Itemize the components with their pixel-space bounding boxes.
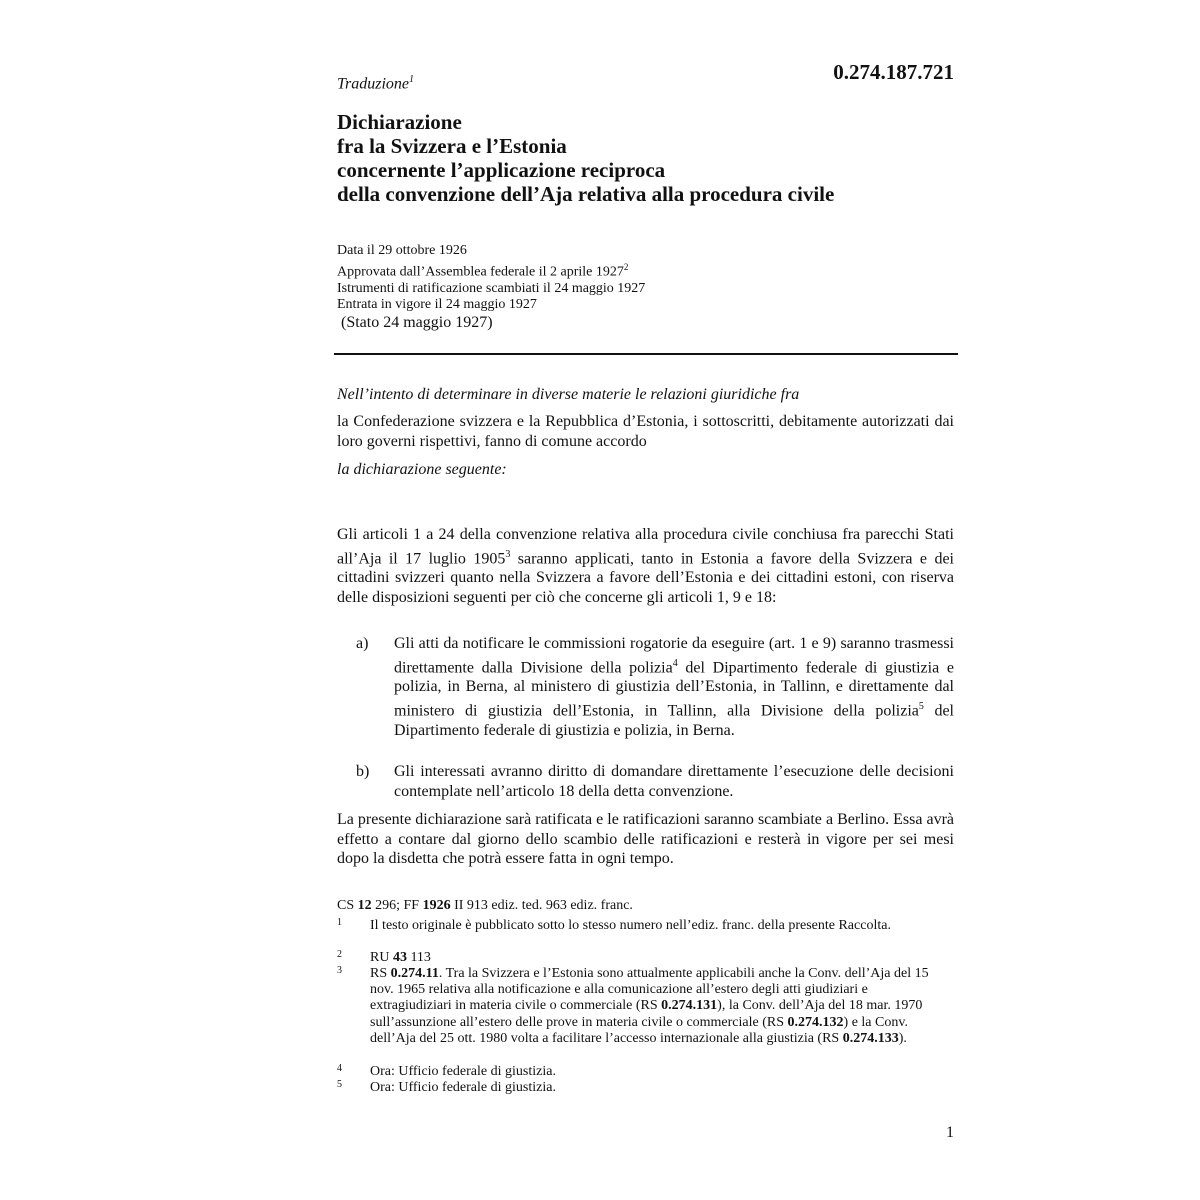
sr-number: 0.274.187.721	[833, 60, 954, 84]
title-line-1: Dichiarazione	[337, 110, 462, 134]
footnote-1-number: 1	[337, 917, 342, 928]
footnote-ref-3[interactable]: 3	[505, 548, 511, 560]
fn2-prefix: RU	[370, 950, 393, 965]
fn3-part-c: . Tra la Svizzera e l’Estonia sono attualmente applicabili anche la Conv. dell’Aja del 15 nov. 1965 relativa alla notificazione e alla comunicazione all’estero degli atti giudiziari e extragiudiziari in materia civile o commerciale (RS	[370, 966, 929, 1014]
footnote-2-text	[370, 950, 950, 966]
main-paragraph	[337, 525, 954, 607]
closing-paragraph: La presente dichiarazione sarà ratificata e le ratificazioni saranno scambiate a Berlino. Essa avrà effetto a contare dal giorno dello scambio delle ratificazioni e resterà in vigore per sei mesi dopo la disdetta che potrà essere fatta in ogni tempo.	[337, 811, 954, 867]
preamble-intro: Nell’intento di determinare in diverse materie le relazioni giuridiche fra	[337, 386, 800, 403]
title-line-2: fra la Svizzera e l’Estonia	[337, 134, 567, 158]
ratification-date: Istrumenti di ratificazione scambiati il 24 maggio 1927	[337, 280, 646, 296]
footnote-5-number: 5	[337, 1079, 342, 1090]
footnote-3-number: 3	[337, 965, 342, 976]
translation-label	[337, 74, 414, 93]
fn3-ref-4[interactable]: 0.274.133	[842, 1030, 899, 1046]
declaration-label: la dichiarazione seguente:	[337, 461, 507, 478]
ff-year: 1926	[422, 898, 451, 913]
title-line-3: concernente l’applicazione reciproca	[337, 158, 666, 182]
page-number: 1	[946, 1124, 954, 1141]
footnote-ref-1[interactable]: 1	[409, 74, 415, 85]
list-marker-a: a)	[356, 635, 369, 652]
approval-date	[337, 259, 957, 281]
footnote-5-text: Ora: Ufficio federale di giustizia.	[370, 1080, 556, 1095]
footnote-ref-2[interactable]: 2	[623, 262, 629, 272]
item-a-part-3: del Dipartimento federale di giustizia e polizia, in Berna.	[394, 702, 955, 739]
main-paragraph-part-2: saranno applicati, tanto in Estonia a favore della Svizzera e dei cittadini svizzeri quanto nella Svizzera a favore dell’Estonia e dei cittadini estoni, con riserva delle disposizioni seguenti per ciò che concerne gli articoli 1, 9 e 18:	[337, 549, 954, 606]
fn3-part-e: ), la Conv. dell’Aja del 18 mar. 1970 sull’assunzione all’estero delle prove in materia civile o commerciale (RS	[370, 998, 923, 1030]
fn3-part-g: ) e la Conv. dell’Aja del 25 ott. 1980 volta a facilitare l’accesso internazionale alla giustizia (RS	[370, 1014, 908, 1046]
fn3-part-i: ).	[898, 1030, 907, 1046]
fn2-volume: 43	[392, 950, 407, 965]
entry-into-force-date: Entrata in vigore il 24 maggio 1927	[337, 296, 537, 312]
title-line-4: della convenzione dell’Aja relativa alla procedura civile	[337, 182, 835, 206]
source-reference	[337, 898, 633, 914]
fn3-ref-2[interactable]: 0.274.131	[661, 998, 718, 1014]
approval-text: Approvata dall’Assemblea federale il 2 aprile 1927	[337, 264, 624, 280]
fn3-ref-1[interactable]: 0.274.11	[390, 966, 439, 981]
header-divider	[334, 353, 958, 355]
main-paragraph-part-1: Gli articoli 1 a 24 della convenzione relativa alla procedura civile conchiusa fra parecchi Stati all’Aja il 17 luglio 1905	[337, 526, 954, 567]
footnote-ref-4[interactable]: 4	[672, 657, 678, 669]
list-item-b-text: Gli interessati avranno diritto di domandare direttamente l’esecuzione delle decisioni contemplate nell’articolo 18 della detta convenzione.	[394, 763, 954, 800]
translation-text: Traduzione	[337, 75, 410, 93]
fn2-suffix: 113	[406, 950, 431, 965]
cs-suffix: II 913 ediz. ted. 963 ediz. franc.	[450, 898, 633, 913]
document-title	[337, 110, 977, 206]
list-marker-b: b)	[356, 763, 370, 780]
footnote-ref-5[interactable]: 5	[918, 700, 924, 712]
cs-volume: 12	[357, 898, 372, 913]
footnote-2-number: 2	[337, 949, 342, 960]
concluded-date: Data il 29 ottobre 1926	[337, 243, 467, 258]
footnote-4-text: Ora: Ufficio federale di giustizia.	[370, 1064, 556, 1079]
preamble-text: la Confederazione svizzera e la Repubblica d’Estonia, i sottoscritti, debitamente autorizzati dai loro governi rispettivi, fanno di comune accordo	[337, 413, 954, 450]
cs-middle: 296; FF	[371, 898, 423, 913]
fn3-ref-3[interactable]: 0.274.132	[787, 1014, 844, 1030]
item-a-part-1: Gli atti da notificare le commissioni rogatorie da eseguire (art. 1 e 9) saranno trasmessi direttamente dalla Divisione della polizia	[394, 635, 954, 676]
footnote-1-text: Il testo originale è pubblicato sotto lo stesso numero nell’ediz. franc. della presente Raccolta.	[370, 918, 891, 933]
status-date: (Stato 24 maggio 1927)	[341, 314, 493, 331]
footnote-4-number: 4	[337, 1063, 342, 1074]
footnote-3-text	[370, 966, 950, 1047]
document-metadata	[337, 243, 957, 313]
item-a-part-2: del Dipartimento federale di giustizia e polizia, in Berna, al ministero di giustizia dell’Estonia, in Tallinn, e direttamente dal ministero di giustizia dell’Estonia, in Tallinn, alla Divisione della polizia	[394, 658, 955, 720]
cs-prefix: CS	[337, 898, 358, 913]
fn3-part-a: RS	[370, 966, 391, 981]
list-item-a-text	[394, 634, 954, 740]
